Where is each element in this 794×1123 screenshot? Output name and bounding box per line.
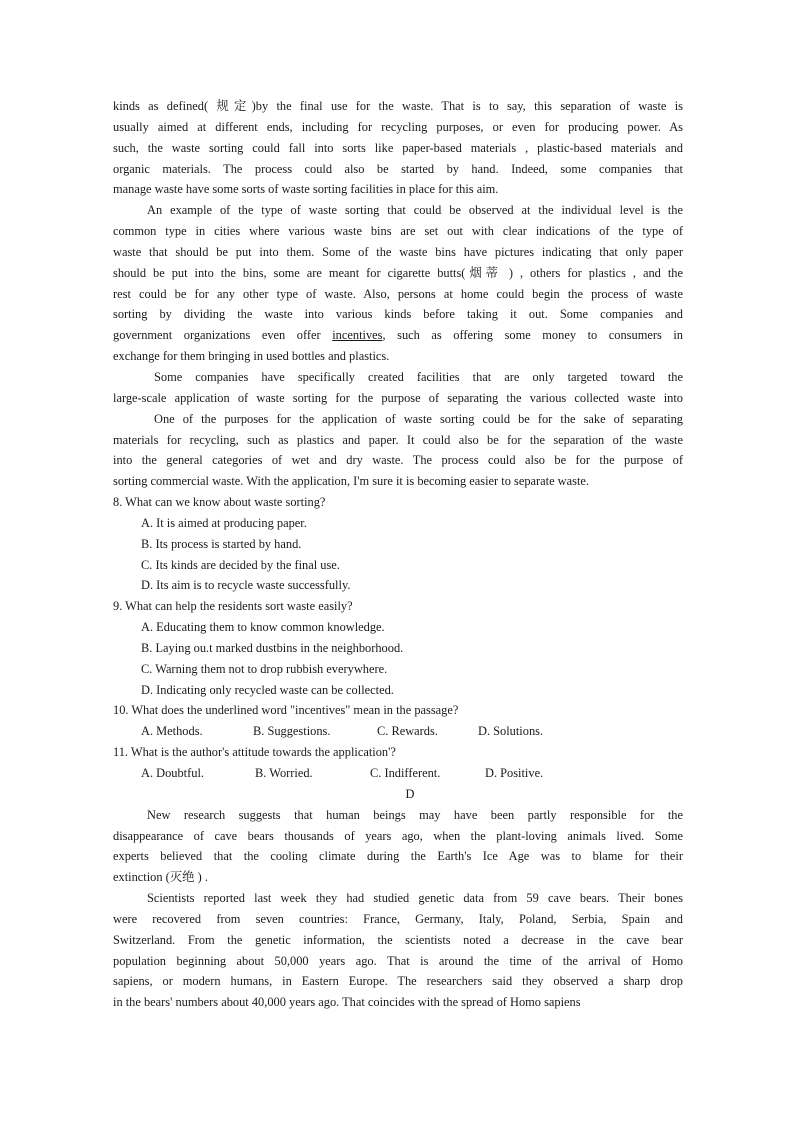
passage-c-paragraph-3 bbox=[113, 367, 683, 409]
text-line: rest could be for any other type of waste. Also, persons at home could begin the process of waste bbox=[113, 286, 683, 301]
answer-option-c: C. Its kinds are decided by the final use. bbox=[141, 557, 340, 572]
question-9 bbox=[113, 596, 683, 700]
text-line: sorting commercial waste. With the application, I'm sure it is becoming easier to separate waste. bbox=[113, 474, 589, 489]
answer-option-b: B. Its process is started by hand. bbox=[141, 536, 302, 551]
answer-options-row bbox=[113, 763, 683, 784]
answer-option-d: D. Its aim is to recycle waste successfully. bbox=[141, 578, 351, 593]
text-line: extinction (灭绝 ) . bbox=[113, 870, 208, 885]
text-line: such, the waste sorting could fall into sorts like paper-based materials , plastic-based materials and bbox=[113, 140, 683, 155]
text-line: exchange for them bringing in used bottles and plastics. bbox=[113, 349, 390, 364]
text-line: sapiens, or modern humans, in Eastern Europe. The researchers said they observed a sharp drop bbox=[113, 974, 683, 989]
text-line: usually aimed at different ends, including for recycling purposes, or even for producing power. As bbox=[113, 119, 683, 134]
text-line: An example of the type of waste sorting that could be observed at the individual level is the bbox=[147, 203, 683, 218]
text-line: disappearance of cave bears thousands of years ago, when the plant-loving animals lived. Some bbox=[113, 828, 683, 843]
question-11 bbox=[113, 742, 683, 784]
passage-d-paragraph-2 bbox=[113, 888, 683, 1013]
passage-c-paragraph-2 bbox=[113, 200, 683, 367]
answer-options-row bbox=[113, 721, 683, 742]
text-fragment: , such as offering some money to consumers in bbox=[382, 328, 683, 343]
text-line: waste that should be put into them. Some of the waste bins have pictures indicating that only paper bbox=[113, 244, 683, 259]
question-stem: 10. What does the underlined word "incentives" mean in the passage? bbox=[113, 703, 459, 718]
answer-option-a: A. It is aimed at producing paper. bbox=[141, 515, 307, 530]
answer-option-d: D. Positive. bbox=[485, 766, 544, 780]
answer-option-b: B. Laying ou.t marked dustbins in the neighborhood. bbox=[141, 640, 404, 655]
underlined-word-incentives: incentives bbox=[332, 328, 383, 343]
answer-option-d: D. Indicating only recycled waste can be collected. bbox=[141, 682, 394, 697]
text-line: Some companies have specifically created facilities that are only targeted toward the bbox=[154, 369, 683, 384]
answer-option-b: B. Suggestions. bbox=[253, 724, 331, 739]
answer-option-c: C. Indifferent. bbox=[370, 766, 441, 780]
section-heading: D bbox=[405, 786, 415, 801]
text-line: should be put into the bins, some are meant for cigarette butts(烟蒂 ) , others for plastics , and the bbox=[113, 265, 683, 280]
text-line: Scientists reported last week they had studied genetic data from 59 cave bears. Their bones bbox=[147, 891, 683, 906]
answer-option-a: A. Methods. bbox=[141, 724, 203, 739]
text-line: materials for recycling, such as plastics and paper. It could also be for the separation of the waste bbox=[113, 432, 683, 447]
answer-option-a: A. Educating them to know common knowledge. bbox=[141, 620, 385, 635]
text-line: population beginning about 50,000 years ago. That is around the time of the arrival of Homo bbox=[113, 953, 683, 968]
text-line: large-scale application of waste sorting for the purpose of separating the various collected waste into bbox=[113, 390, 683, 405]
question-stem: 11. What is the author's attitude towards the application'? bbox=[113, 745, 396, 760]
text-line: New research suggests that human beings may have been partly responsible for the bbox=[147, 807, 683, 822]
text-line: were recovered from seven countries: France, Germany, Italy, Poland, Serbia, Spain and bbox=[113, 911, 683, 926]
text-line-with-underline bbox=[113, 325, 683, 346]
answer-option-b: B. Worried. bbox=[255, 766, 313, 780]
text-line: Switzerland. From the genetic information, the scientists noted a decrease in the cave bear bbox=[113, 932, 683, 947]
answer-option-c: C. Rewards. bbox=[377, 724, 438, 739]
text-line: organic materials. The process could also be started by hand. Indeed, some companies that bbox=[113, 161, 683, 176]
text-line: into the general categories of wet and dry waste. The process could also be for the purpose of bbox=[113, 453, 683, 468]
text-line: kinds as defined( 规定)by the final use for the waste. That is to say, this separation of waste is bbox=[113, 99, 683, 113]
text-line: experts believed that the cooling climate during the Earth's Ice Age was to blame for their bbox=[113, 849, 683, 864]
text-line: One of the purposes for the application of waste sorting could be for the sake of separating bbox=[154, 411, 683, 426]
text-line: sorting by dividing the waste into various kinds before taking it out. Some companies and bbox=[113, 307, 683, 322]
answer-option-a: A. Doubtful. bbox=[141, 766, 204, 780]
question-stem: 9. What can help the residents sort waste easily? bbox=[113, 599, 353, 614]
text-fragment: government organizations even offer bbox=[113, 328, 333, 343]
question-10 bbox=[113, 700, 683, 742]
text-line: common type in cities where various waste bins are set out with clear indications of the type of bbox=[113, 224, 683, 239]
question-8 bbox=[113, 492, 683, 596]
document-page bbox=[113, 96, 683, 1013]
answer-option-c: C. Warning them not to drop rubbish everywhere. bbox=[141, 661, 388, 676]
passage-d-paragraph-1 bbox=[113, 805, 683, 888]
passage-c-paragraph-4 bbox=[113, 409, 683, 492]
text-line: manage waste have some sorts of waste sorting facilities in place for this aim. bbox=[113, 182, 499, 197]
answer-option-d: D. Solutions. bbox=[478, 724, 544, 739]
passage-c-paragraph-1 bbox=[113, 96, 683, 200]
text-line: in the bears' numbers about 40,000 years ago. That coincides with the spread of Homo sapiens bbox=[113, 995, 581, 1010]
question-stem: 8. What can we know about waste sorting? bbox=[113, 495, 326, 510]
